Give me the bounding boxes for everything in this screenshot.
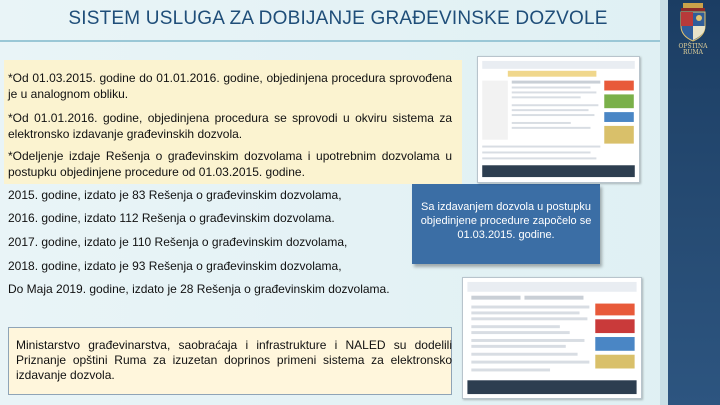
- right-sidebar: [668, 0, 720, 405]
- stat-2015: 2015. godine, izdato je 83 Rešenja o građevinskim dozvolama,: [8, 188, 342, 202]
- stat-2018: 2018. godine, izdato je 93 Rešenja o građevinskim dozvolama,: [8, 259, 342, 273]
- award-note-text: Ministarstvo građevinarstva, saobraćaja i infrastrukture i NALED su dodelili Priznanje opštini Ruma za izuzetan doprinos primeni sistema za elektronsko izdavanje dozvola.: [16, 338, 452, 382]
- stat-2017: 2017. godine, izdato je 110 Rešenja o građevinskim dozvolama,: [8, 235, 348, 249]
- website-screenshot-bottom-image: [463, 278, 641, 398]
- stat-2016: 2016. godine, izdato 112 Rešenja o građevinskim dozvolama.: [8, 211, 335, 225]
- slide-title: SISTEM USLUGA ZA DOBIJANJE GRAĐEVINSKE DOZVOLE: [68, 8, 608, 29]
- crest-caption: OPŠTINA RUMA: [678, 43, 708, 56]
- paragraph-analog-procedure: *Od 01.03.2015. godine do 01.01.2016. godine, objedinjena procedura sprovođena je u analognom obliku.: [8, 71, 452, 101]
- municipal-crest-icon: [676, 2, 710, 42]
- website-screenshot-top: [477, 56, 640, 183]
- title-divider: [0, 40, 660, 42]
- website-screenshot-top-image: [478, 57, 639, 182]
- start-date-callout: Sa izdavanjem dozvola u postupku objedinjene procedure započelo se 01.03.2015. godine.: [412, 184, 600, 264]
- stat-2019: Do Maja 2019. godine, izdato je 28 Rešenja o građevinskim dozvolama.: [8, 282, 390, 296]
- paragraph-electronic-procedure: *Od 01.01.2016. godine, objedinjena procedura se sprovodi u okviru sistema za elektronsko izdavanje građevinskih dozvola.: [8, 111, 452, 141]
- website-screenshot-bottom: [462, 277, 642, 399]
- paragraph-department-issues: *Odeljenje izdaje Rešenja o građevinskim dozvolama i upotrebnim dozvolama u postupku objedinjene procedure od 01.03.2015. godine.: [8, 149, 452, 179]
- sidebar-stripe: [660, 0, 668, 405]
